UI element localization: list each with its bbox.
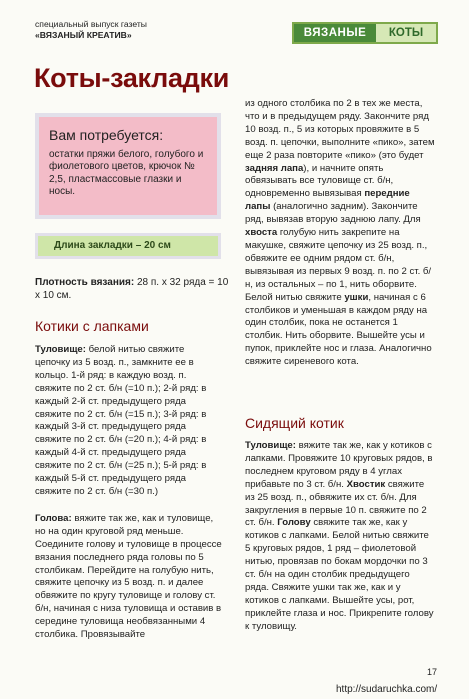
head-label: Голова:: [35, 512, 72, 524]
right-column-text: [245, 98, 436, 374]
section-title-sitting: Сидящий котик: [245, 415, 344, 431]
cont-text-c: ), и начните опять обвязывать все туловище ст. б/н, одновременно вывязывая: [245, 162, 394, 200]
sitting-cat-text: [245, 440, 436, 639]
sitting-head-label: Голову: [277, 517, 311, 529]
density-paragraph: [35, 277, 235, 303]
cont-text-e: голубую нить закрепите на макушке, свяжите цепочку из 25 возд. п., обвяжите ее одним рядом ст. б/н, вывязывая из первых 9 возд. п. по 2 ст. б/н, из остальных – по 1, нить оборвите. Белой нитью свяжите: [245, 227, 432, 303]
cont-text-d: (аналогично задним). Закончите ряд, вывязав вторую заднюю лапу. Для: [245, 201, 421, 226]
left-column-text: [35, 344, 222, 647]
section-title-paws: Котики с лапками: [35, 318, 149, 334]
density-text: 28 п. х 32 ряда = 10 х 10 см.: [35, 277, 229, 301]
head-text: вяжите так же, как и туловище, но на один круговой ряд меньше. Соедините голову и туловище в процессе вязания последнего ряда головы по 5 столбикам. Перейдите на голубую нить, свяжите цепочку из 5 возд. п. и далее обвяжите по кругу туловище и голову ст. б/н, начиная с низа туловища и оставив в середине туловища необвязанными 4 столбика. Провязывайте: [35, 512, 222, 641]
ears-label: ушки: [344, 291, 369, 303]
tail-label: хвоста: [245, 227, 278, 239]
torso-label: Туловище:: [35, 344, 86, 355]
length-box: Длина закладки – 20 см: [35, 233, 221, 259]
rubric-badge: [292, 22, 438, 44]
continuation-paragraph: [245, 98, 436, 369]
sitting-tail-label: Хвостик: [346, 478, 386, 490]
watermark-url: http://sudaruchka.com/: [336, 684, 438, 695]
head-paragraph: [35, 513, 222, 642]
page-title: Коты-закладки: [34, 63, 230, 93]
materials-text: остатки пряжи белого, голубого и фиолетового цветов, крючок № 2,5, пластмассовые глазки и носы.: [49, 149, 204, 198]
rubric-cats: КОТЫ: [376, 24, 436, 42]
torso-text: белой нитью свяжите цепочку из 5 возд. п., замкните ее в кольцо. 1-й ряд: в каждую возд. п. свяжите по 2 ст. б/н (=10 п.); 2-й ряд: в каждый 2-й ст. предыдущего ряда свяжите по 2 ст. б/н (=15 п.); 3-й ряд: в каждый 3-й ст. предыдущего ряда свяжите по 2 ст. б/н (=20 п.); 4-й ряд: в каждый 4-й ст. предыдущего ряда свяжите по 2 ст. б/н (=25 п.); 5-й ряд: в каждый 5-й ст. предыдущего ряда свяжите по 2 ст. б/н (=30 п.): [35, 344, 207, 497]
page-number: 17: [427, 667, 438, 677]
issue-line1: специальный выпуск газеты: [35, 19, 147, 29]
hind-paw-label: задняя лапа: [245, 162, 304, 174]
front-paws-label: передние лапы: [245, 188, 410, 213]
sitting-text-c: свяжите так же, как у котиков с лапками. Белой нитью свяжите 5 круговых рядов, 1 ряд – фиолетовой нитью, провязав по бокам мордочки по 3 ст. б/н на один столбик предыдущего ряда. Свяжите ушки так же, как и у котиков с лапками. Вышейте усы, рот, приклейте глаза и нос. Прикрепите голову к туловищу.: [245, 517, 434, 632]
issue-header: [35, 19, 147, 41]
sitting-text-b: свяжите из 25 возд. п., обвяжите их ст. б/н. Для закругления в первые 10 п. свяжите по 2 ст. б/н.: [245, 478, 427, 529]
sitting-text-a: вяжите так же, как у котиков с лапками. Провяжите 10 круговых рядов, в последнем круговом ряду в 4 углах прибавьте по 3 ст. б/н.: [245, 440, 433, 490]
cont-text-f: , начиная с 6 столбиков и уменьшая в каждом ряду на один столбик, пока не останется 1 столбик. Нить оборвите. Вышейте усы и пупок, приклейте нос и глаза. Аналогично свяжите сиреневого кота.: [245, 291, 432, 368]
sitting-paragraph: [245, 440, 436, 634]
density-label: Плотность вязания:: [35, 277, 135, 288]
rubric-knitted: ВЯЗАНЫЕ: [294, 24, 376, 42]
torso-paragraph: [35, 344, 222, 499]
sitting-torso-label: Туловище:: [245, 440, 296, 451]
issue-line2: «ВЯЗАНЫЙ КРЕАТИВ»: [35, 30, 132, 40]
materials-box: [35, 113, 221, 219]
materials-heading: Вам потребуется:: [49, 127, 164, 143]
cont-text-a: из одного столбика по 2 в тех же места, что и в предыдущем ряду. Закончите ряд 10 возд. п., 5 из которых провяжите в 5 возд. п. цепочки, выполните «пико», затем еще 2 раза повторите «пико» (это будет: [245, 98, 435, 161]
